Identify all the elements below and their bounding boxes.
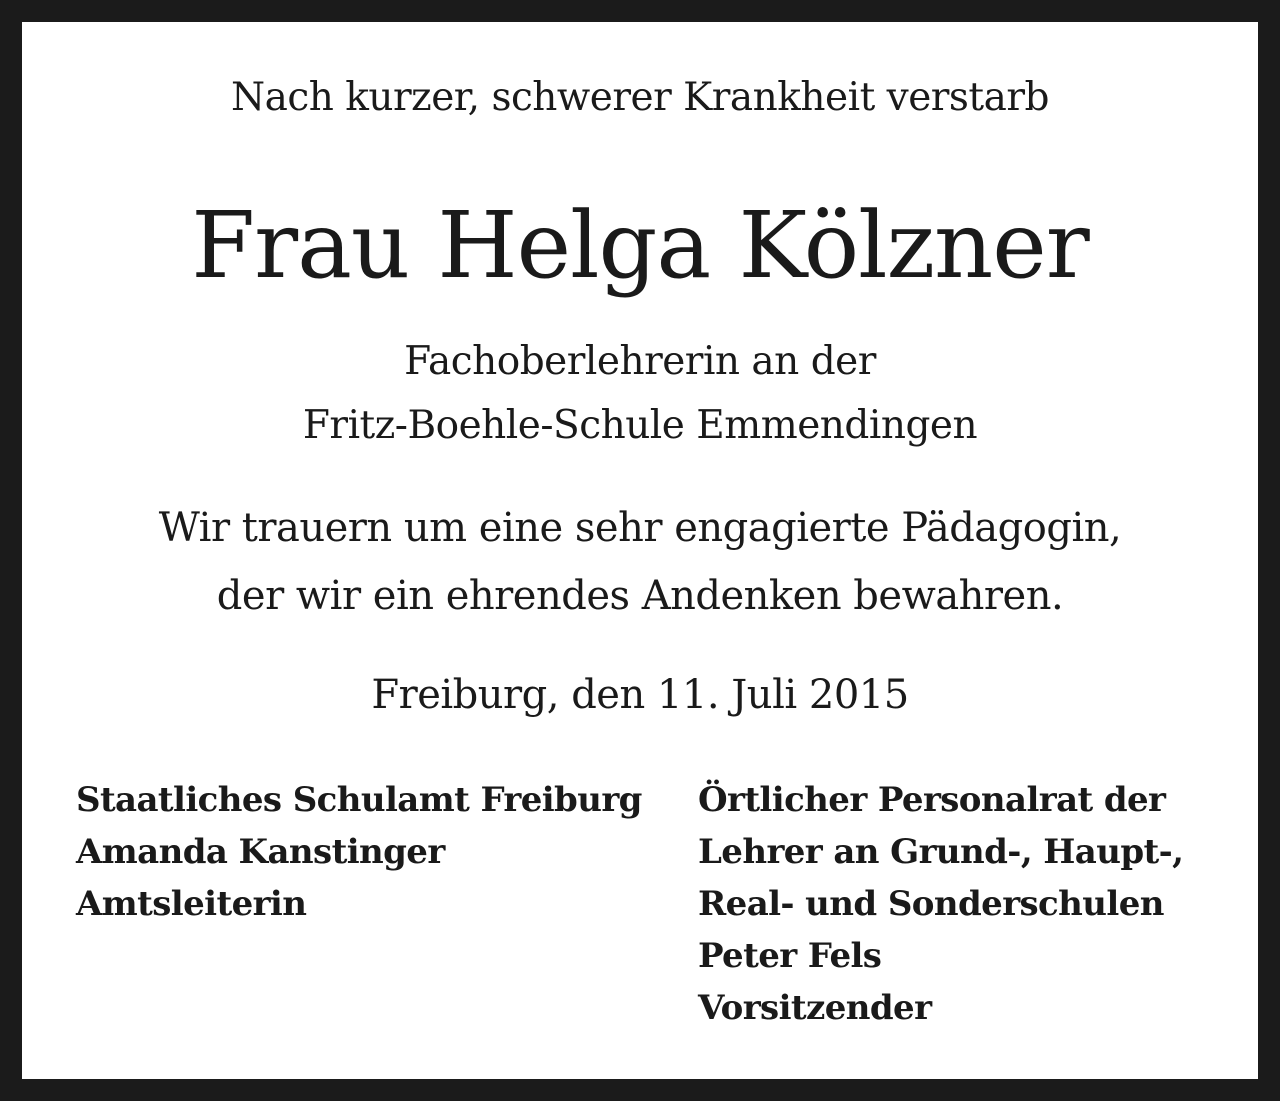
intro-text: Nach kurzer, schwerer Krankheit verstarb xyxy=(231,75,1049,120)
place-date: Freiburg, den 11. Juli 2015 xyxy=(371,672,909,718)
signatory-right-line: Peter Fels xyxy=(698,936,882,976)
mourning-line-1: Wir trauern um eine sehr engagierte Pädagogin, xyxy=(158,505,1122,551)
signatory-left-line: Amanda Kanstinger xyxy=(76,832,445,872)
signatory-right xyxy=(698,774,1183,1034)
signatory-left-line: Amtsleiterin xyxy=(76,884,307,924)
role-line-1: Fachoberlehrerin an der xyxy=(404,339,876,384)
signatory-left-line: Staatliches Schulamt Freiburg xyxy=(76,780,642,820)
signatory-right-line: Örtlicher Personalrat der xyxy=(698,780,1166,820)
signatory-right-line: Vorsitzender xyxy=(698,988,932,1028)
deceased-name: Frau Helga Kölzner xyxy=(191,192,1089,299)
signatory-right-line: Lehrer an Grund-, Haupt-, xyxy=(698,832,1184,872)
signatory-left xyxy=(76,774,642,930)
signatory-right-line: Real- und Sonderschulen xyxy=(698,884,1164,924)
mourning-line-2: der wir ein ehrendes Andenken bewahren. xyxy=(216,573,1064,619)
role-line-2: Fritz-Boehle-Schule Emmendingen xyxy=(302,403,978,448)
